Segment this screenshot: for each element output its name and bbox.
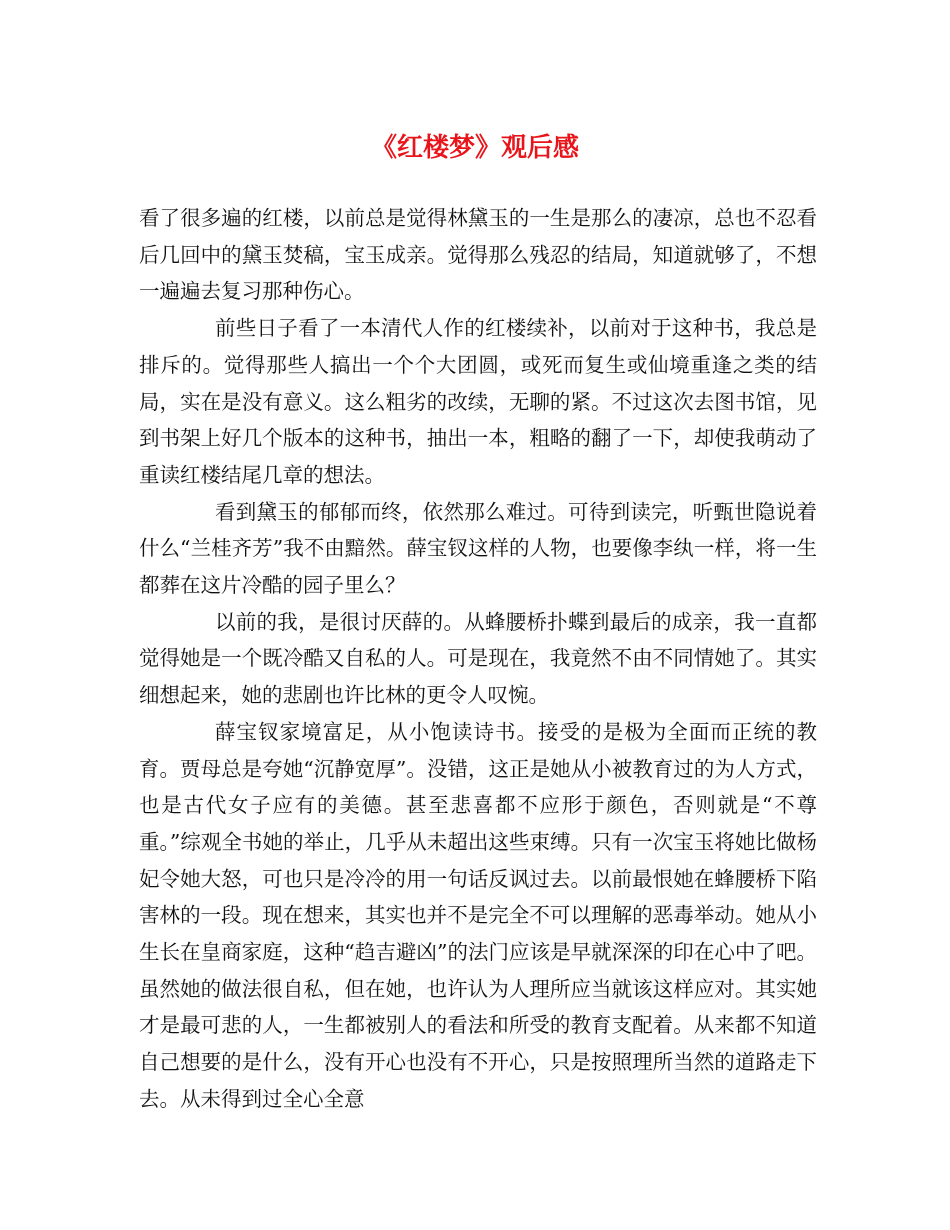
paragraph-1: 看了很多遍的红楼，以前总是觉得林黛玉的一生是那么的凄凉，总也不忍看后几回中的黛玉焚稿，宝玉成亲。觉得那么残忍的结局，知道就够了，不想一遍遍去复习那种伤心。: [139, 206, 817, 304]
document-title: 《红楼梦》观后感: [370, 133, 579, 163]
paragraph-4: 以前的我，是很讨厌薛的。从蜂腰桥扑蝶到最后的成亲，我一直都觉得她是一个既冷酷又自私的人。可是现在，我竟然不由不同情她了。其实细想起来，她的悲剧也许比林的更令人叹惋。: [139, 609, 817, 708]
paragraph-3: 看到黛玉的郁郁而终，依然那么难过。可待到读完，听甄世隐说着什么“兰桂齐芳”我不由黯然。薛宝钗这样的人物，也要像李纨一样，将一生都葬在这片冷酷的园子里么？: [139, 499, 817, 598]
document-body: [139, 200, 817, 1118]
paragraph-2: 前些日子看了一本清代人作的红楼续补，以前对于这种书，我总是排斥的。觉得那些人搞出一个个大团圆，或死而复生或仙境重逢之类的结局，实在是没有意义。这么粗劣的改续，无聊的紧。不过这次去图书馆，见到书架上好几个版本的这种书，抽出一本，粗略的翻了一下，却使我萌动了重读红楼结尾几章的想法。: [139, 316, 817, 487]
paragraph-5: 薛宝钗家境富足，从小饱读诗书。接受的是极为全面而正统的教育。贾母总是夸她“沉静宽厚”。没错，这正是她从小被教育过的为人方式，也是古代女子应有的美德。甚至悲喜都不应形于颜色，否则就是“不尊重。”综观全书她的举止，几乎从未超出这些束缚。只有一次宝玉将她比做杨妃令她大怒，可也只是冷冷的用一句话反讽过去。以前最恨她在蜂腰桥下陷害林的一段。现在想来，其实也并不是完全不可以理解的恶毒举动。她从小生长在皇商家庭，这种“趋吉避凶”的法门应该是早就深深的印在心中了吧。虽然她的做法很自私，但在她，也许认为人理所应当就该这样应对。其实她才是最可悲的人，一生都被别人的看法和所受的教育支配着。从来都不知道自己想要的是什么，没有开心也没有不开心，只是按照理所当然的道路走下去。从未得到过全心全意: [139, 719, 817, 1111]
